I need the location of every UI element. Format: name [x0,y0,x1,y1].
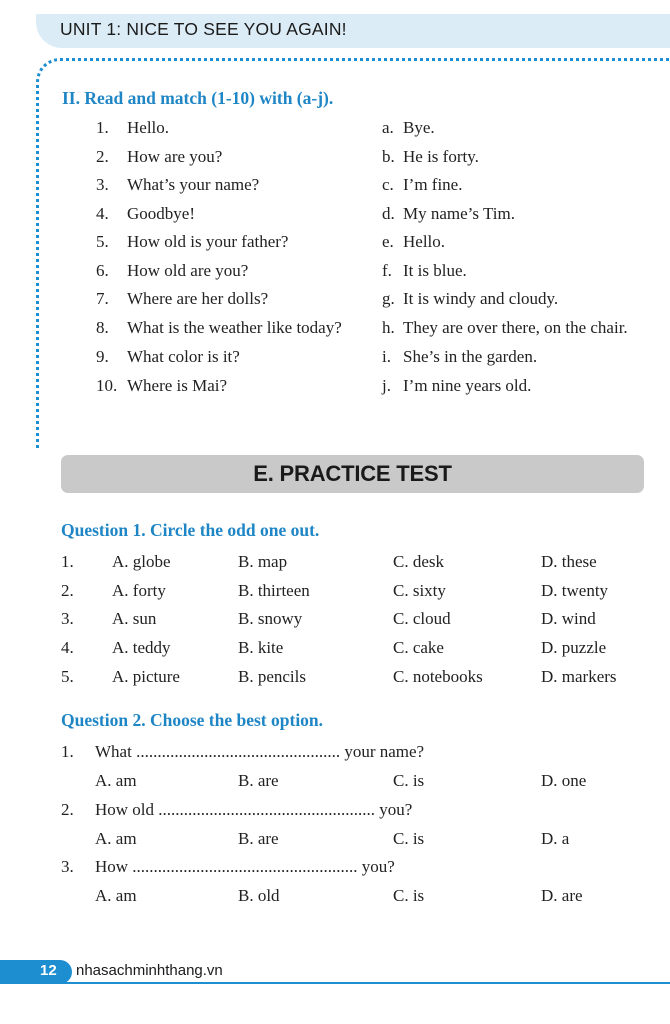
row-number: 2. [61,581,74,600]
list-item: Hello. [403,232,446,251]
item-number: 2. [61,800,74,819]
list-item: a. [382,118,394,137]
list-item: b. [382,147,395,166]
option-a: A. am [95,829,137,848]
list-item: f. [382,261,392,280]
option-d: D. one [541,771,587,790]
section-ii-title: II. Read and match (1-10) with (a-j). [62,88,334,108]
list-item: I’m nine years old. [403,376,532,395]
list-item: 7. [96,289,109,308]
option-c: C. cake [393,638,444,657]
option-a: A. am [95,886,137,905]
question-stem: How ..................................................... you? [95,857,395,876]
list-item: He is forty. [403,147,479,166]
question-2-title: Question 2. Choose the best option. [61,710,324,730]
list-item: It is windy and cloudy. [403,289,559,308]
list-item: 1. [96,118,109,137]
list-item: 9. [96,347,109,366]
list-item: e. [382,232,394,251]
option-b: B. old [238,886,280,905]
item-number: 1. [61,742,74,761]
option-c: C. desk [393,552,444,571]
list-item: I’m fine. [403,175,463,194]
list-item: i. [382,347,391,366]
list-item: She’s in the garden. [403,347,538,366]
footer-rule [0,982,670,984]
question-1-title: Question 1. Circle the odd one out. [61,520,320,540]
list-item: j. [382,376,391,395]
list-item: 5. [96,232,109,251]
option-d: D. wind [541,609,596,628]
option-d: D. these [541,552,597,571]
list-item: Hello. [127,118,170,137]
list-item: Where is Mai? [127,376,228,395]
list-item: How are you? [127,147,223,166]
option-a: A. globe [112,552,171,571]
option-a: A. teddy [112,638,171,657]
row-number: 1. [61,552,74,571]
list-item: 2. [96,147,109,166]
option-a: A. sun [112,609,157,628]
list-item: It is blue. [403,261,467,280]
list-item: 3. [96,175,109,194]
list-item: How old is your father? [127,232,289,251]
option-d: D. twenty [541,581,609,600]
list-item: 10. [96,376,118,395]
question-stem: How old ................................................... you? [95,800,413,819]
option-b: B. pencils [238,667,306,686]
list-item: What’s your name? [127,175,260,194]
question-stem: What ................................................ your name? [95,742,425,761]
row-number: 5. [61,667,74,686]
option-a: A. forty [112,581,166,600]
row-number: 3. [61,609,74,628]
page-number-tab [0,960,72,984]
item-number: 3. [61,857,74,876]
list-item: h. [382,318,395,337]
list-item: What color is it? [127,347,240,366]
option-d: D. are [541,886,583,905]
practice-test-title: E. PRACTICE TEST [253,461,452,486]
list-item: 8. [96,318,109,337]
option-d: D. puzzle [541,638,607,657]
option-b: B. thirteen [238,581,310,600]
option-c: C. cloud [393,609,451,628]
option-b: B. are [238,771,279,790]
list-item: c. [382,175,394,194]
option-c: C. is [393,829,425,848]
list-item: Bye. [403,118,435,137]
option-a: A. am [95,771,137,790]
option-b: B. map [238,552,288,571]
list-item: 4. [96,204,109,223]
list-item: Goodbye! [127,204,195,223]
unit-title: UNIT 1: NICE TO SEE YOU AGAIN! [60,19,347,39]
list-item: They are over there, on the chair. [403,318,628,337]
list-item: How old are you? [127,261,249,280]
option-c: C. sixty [393,581,446,600]
list-item: My name’s Tim. [403,204,515,223]
option-b: B. kite [238,638,284,657]
option-c: C. is [393,886,425,905]
option-d: D. a [541,829,570,848]
list-item: 6. [96,261,109,280]
option-c: C. notebooks [393,667,483,686]
list-item: Where are her dolls? [127,289,269,308]
option-d: D. markers [541,667,617,686]
option-b: B. snowy [238,609,303,628]
list-item: What is the weather like today? [127,318,342,337]
row-number: 4. [61,638,74,657]
publisher-site: nhasachminhthang.vn [76,962,223,979]
option-a: A. picture [112,667,180,686]
list-item: d. [382,204,395,223]
page-number: 12 [40,962,57,979]
option-c: C. is [393,771,425,790]
option-b: B. are [238,829,279,848]
list-item: g. [382,289,395,308]
